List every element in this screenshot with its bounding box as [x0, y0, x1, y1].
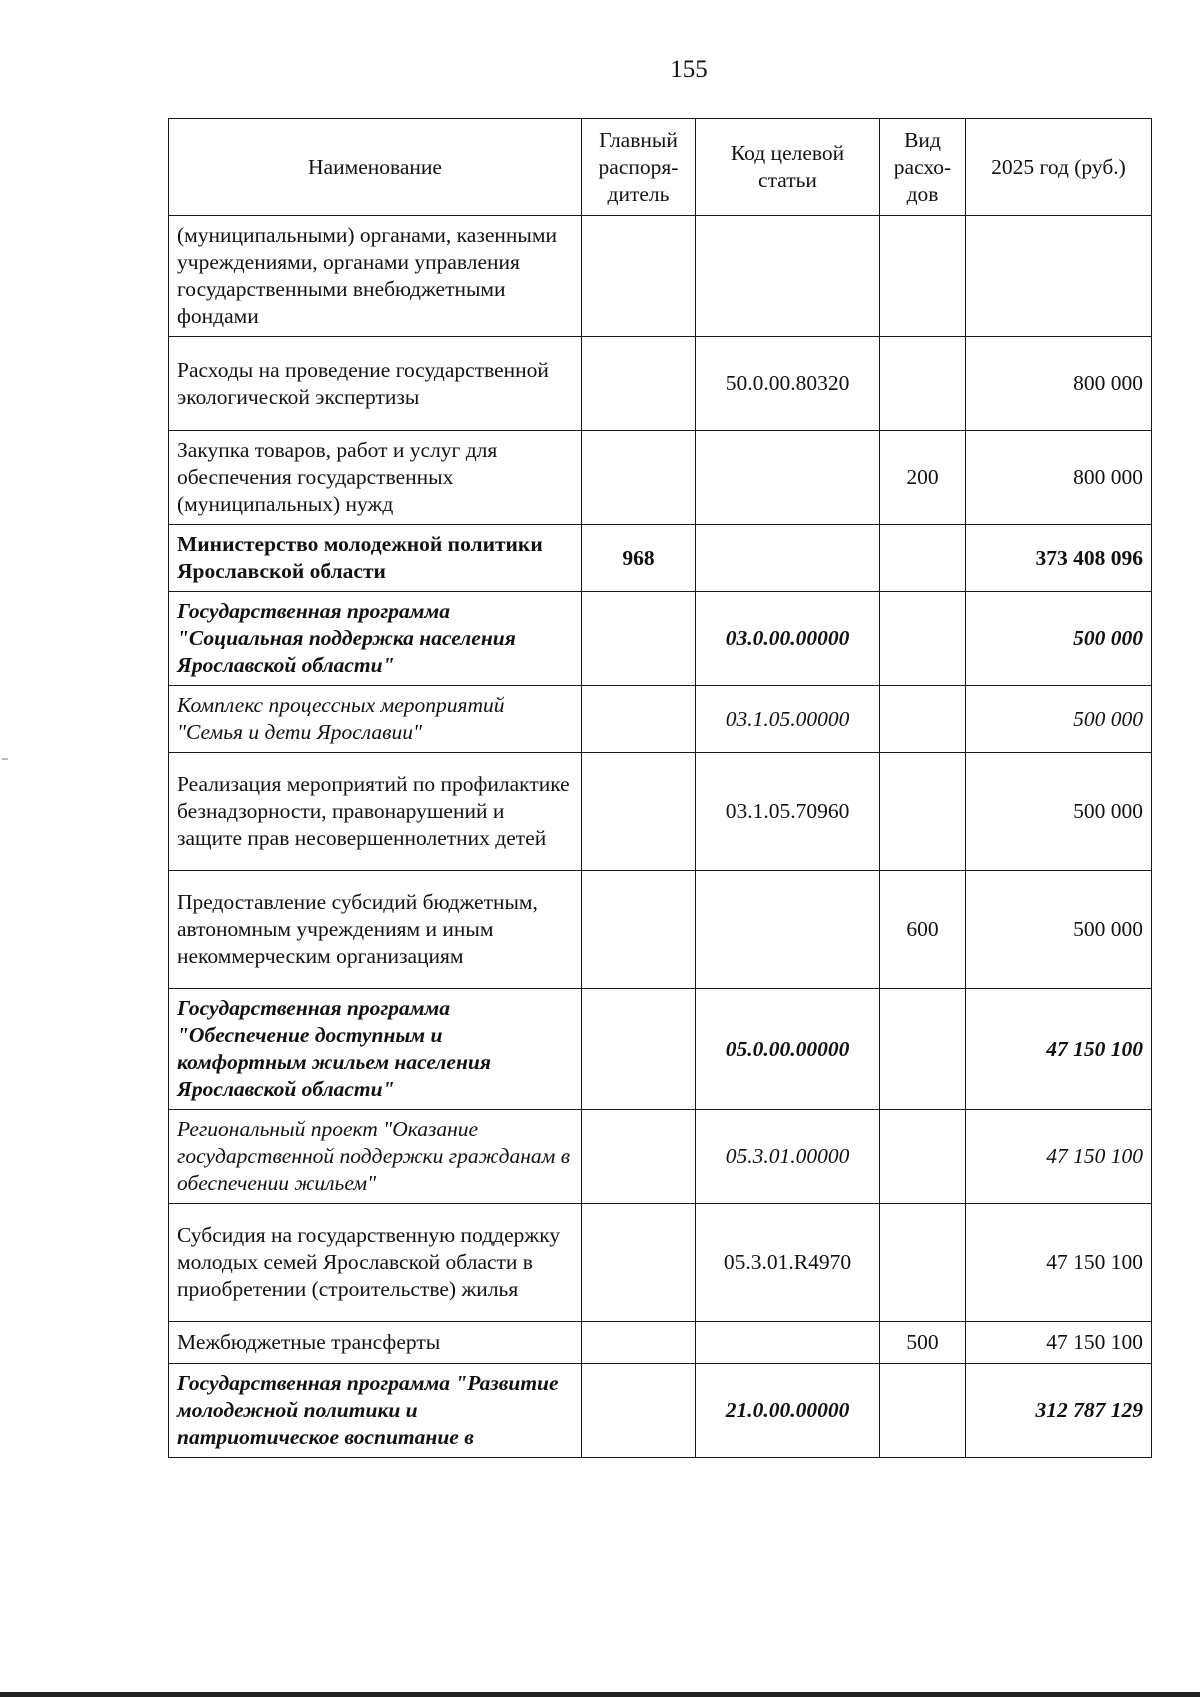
cell-code: 05.3.01.00000 [696, 1110, 880, 1204]
table-row [169, 753, 1152, 871]
cell-type [880, 989, 966, 1110]
table-row [169, 1204, 1152, 1322]
table-header [169, 119, 1152, 216]
cell-admin: 968 [582, 525, 696, 592]
cell-type: 500 [880, 1322, 966, 1364]
cell-type [880, 337, 966, 431]
table-row [169, 337, 1152, 431]
header-amount: 2025 год (руб.) [966, 119, 1152, 216]
cell-code [696, 1322, 880, 1364]
cell-name: (муниципальными) органами, казенными учреждениями, органами управления государственными внебюджетными фондами [169, 216, 582, 337]
bottom-edge-rule [0, 1692, 1200, 1697]
header-row [169, 119, 1152, 216]
cell-amount: 800 000 [966, 431, 1152, 525]
table-row [169, 686, 1152, 753]
table-row [169, 1110, 1152, 1204]
table-row [169, 525, 1152, 592]
cell-type: 600 [880, 871, 966, 989]
cell-admin [582, 1110, 696, 1204]
table-row [169, 989, 1152, 1110]
cell-admin [582, 1322, 696, 1364]
cell-type [880, 1204, 966, 1322]
cell-name: Закупка товаров, работ и услуг для обеспечения государственных (муниципальных) нужд [169, 431, 582, 525]
scan-artifact [2, 758, 8, 760]
cell-admin [582, 753, 696, 871]
cell-admin [582, 989, 696, 1110]
cell-amount: 800 000 [966, 337, 1152, 431]
cell-amount: 500 000 [966, 592, 1152, 686]
cell-code: 03.1.05.70960 [696, 753, 880, 871]
budget-table [168, 118, 1152, 1458]
cell-admin [582, 1204, 696, 1322]
cell-code [696, 216, 880, 337]
cell-type [880, 1364, 966, 1458]
cell-code: 05.0.00.00000 [696, 989, 880, 1110]
header-admin: Главный распоря-дитель [582, 119, 696, 216]
table-row [169, 431, 1152, 525]
page-number: 155 [670, 56, 708, 83]
cell-code: 50.0.00.80320 [696, 337, 880, 431]
cell-code [696, 431, 880, 525]
cell-admin [582, 592, 696, 686]
cell-amount: 373 408 096 [966, 525, 1152, 592]
cell-admin [582, 337, 696, 431]
table-row [169, 1322, 1152, 1364]
cell-type [880, 525, 966, 592]
cell-name: Государственная программа "Развитие молодежной политики и патриотическое воспитание в [169, 1364, 582, 1458]
cell-amount [966, 216, 1152, 337]
cell-code: 03.1.05.00000 [696, 686, 880, 753]
cell-amount: 312 787 129 [966, 1364, 1152, 1458]
cell-name: Реализация мероприятий по профилактике безнадзорности, правонарушений и защите прав несовершеннолетних детей [169, 753, 582, 871]
cell-name: Расходы на проведение государственной экологической экспертизы [169, 337, 582, 431]
cell-amount: 47 150 100 [966, 1204, 1152, 1322]
cell-name: Государственная программа "Обеспечение доступным и комфортным жильем населения Ярославской области" [169, 989, 582, 1110]
cell-name: Региональный проект "Оказание государственной поддержки гражданам в обеспечении жильем" [169, 1110, 582, 1204]
table-row [169, 592, 1152, 686]
table-row [169, 216, 1152, 337]
cell-amount: 47 150 100 [966, 1322, 1152, 1364]
cell-amount: 500 000 [966, 871, 1152, 989]
cell-amount: 500 000 [966, 686, 1152, 753]
table-row [169, 1364, 1152, 1458]
cell-admin [582, 431, 696, 525]
cell-name: Предоставление субсидий бюджетным, автономным учреждениям и иным некоммерческим организациям [169, 871, 582, 989]
table-body [169, 216, 1152, 1458]
cell-amount: 500 000 [966, 753, 1152, 871]
cell-type [880, 1110, 966, 1204]
cell-name: Субсидия на государственную поддержку молодых семей Ярославской области в приобретении (строительстве) жилья [169, 1204, 582, 1322]
header-name: Наименование [169, 119, 582, 216]
cell-code: 03.0.00.00000 [696, 592, 880, 686]
cell-amount: 47 150 100 [966, 1110, 1152, 1204]
cell-type [880, 753, 966, 871]
cell-code [696, 871, 880, 989]
cell-admin [582, 871, 696, 989]
cell-type [880, 216, 966, 337]
cell-code: 21.0.00.00000 [696, 1364, 880, 1458]
cell-name: Комплекс процессных мероприятий "Семья и дети Ярославии" [169, 686, 582, 753]
cell-code [696, 525, 880, 592]
cell-admin [582, 216, 696, 337]
header-type: Вид расхо-дов [880, 119, 966, 216]
cell-name: Государственная программа "Социальная поддержка населения Ярославской области" [169, 592, 582, 686]
cell-admin [582, 686, 696, 753]
cell-type: 200 [880, 431, 966, 525]
table-row [169, 871, 1152, 989]
cell-name: Межбюджетные трансферты [169, 1322, 582, 1364]
cell-code: 05.3.01.R4970 [696, 1204, 880, 1322]
cell-admin [582, 1364, 696, 1458]
cell-name: Министерство молодежной политики Ярославской области [169, 525, 582, 592]
cell-type [880, 592, 966, 686]
cell-amount: 47 150 100 [966, 989, 1152, 1110]
header-code: Код целевой статьи [696, 119, 880, 216]
cell-type [880, 686, 966, 753]
